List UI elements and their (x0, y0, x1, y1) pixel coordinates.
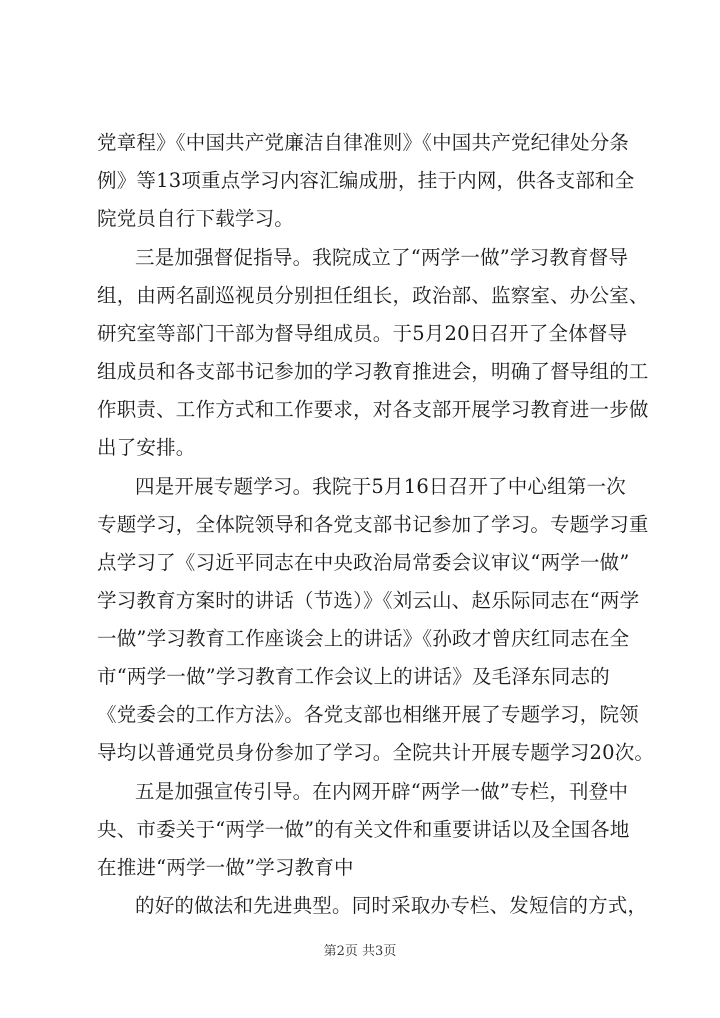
page-footer: 第2页 共3页 (323, 944, 397, 959)
paragraph-start-line: 四是开展专题学习。我院于5月16日召开了中心组第一次 (135, 475, 626, 498)
text-line: 组，由两名副巡视员分别担任组长，政治部、监察室、办公室、 (97, 284, 649, 307)
text-line: 组成员和各支部书记参加的学习教育推进会，明确了督导组的工 (97, 360, 649, 383)
text-line: 《党委会的工作方法》。各党支部也相继开展了专题学习，院领 (97, 703, 639, 726)
paragraph-start-line: 三是加强督促指导。我院成立了“两学一做”学习教育督导 (135, 246, 629, 269)
text-line: 在推进“两学一做”学习教育中 (97, 856, 354, 879)
text-line: 专题学习，全体院领导和各党支部书记参加了学习。专题学习重 (97, 513, 649, 536)
paragraph-start-line: 五是加强宣传引导。在内网开辟“两学一做”专栏，刊登中 (135, 780, 629, 803)
text-line: 点学习了《习近平同志在中央政治局常委会议审议“两学一做” (97, 551, 630, 574)
text-line: 作职责、工作方式和工作要求，对各支部开展学习教育进一步做 (97, 398, 649, 421)
text-line: 院党员自行下载学习。 (97, 207, 295, 230)
text-line: 学习教育方案时的讲话（节选）》《刘云山、赵乐际同志在“两学 (97, 589, 640, 612)
text-line: 例》等13项重点学习内容汇编成册，挂于内网，供各支部和全 (97, 169, 635, 192)
text-line: 出了安排。 (97, 436, 196, 459)
text-line: 市“两学一做”学习教育工作会议上的讲话》及毛泽东同志的 (97, 665, 610, 688)
text-line: 导均以普通党员身份参加了学习。全院共计开展专题学习20次。 (97, 741, 655, 764)
text-line: 研究室等部门干部为督导组成员。于5月20日召开了全体督导 (97, 322, 628, 345)
text-line: 党章程》《中国共产党廉洁自律准则》《中国共产党纪律处分条 (97, 131, 630, 154)
paragraph-start-line: 的好的做法和先进典型。同时采取办专栏、发短信的方式， (135, 894, 648, 917)
text-line: 一做”学习教育工作座谈会上的讲话》《孙政才曾庆红同志在全 (97, 627, 630, 650)
text-line: 央、市委关于“两学一做”的有关文件和重要讲话以及全国各地 (97, 818, 630, 841)
